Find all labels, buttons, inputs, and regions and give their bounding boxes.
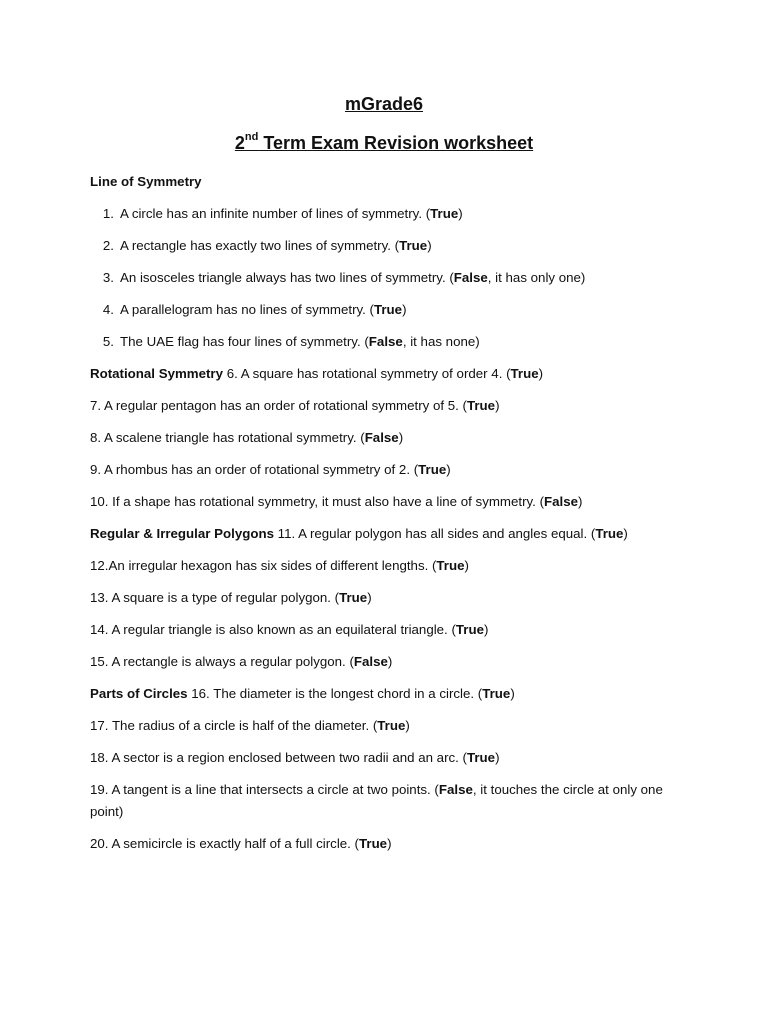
item-answer: True [399, 238, 428, 253]
list-item [90, 779, 665, 823]
item-tail: ) [387, 654, 393, 669]
item-tail: ) [464, 558, 469, 573]
page-subtitle [0, 133, 768, 154]
list-item [69, 267, 659, 289]
item-text: 14. A regular triangle is also known as an equilateral triangle. ( [90, 622, 456, 637]
list-item [69, 299, 659, 321]
list-item [90, 491, 680, 513]
section-heading: Rotational Symmetry [90, 366, 224, 381]
subtitle-rest: Term Exam Revision worksheet [258, 133, 534, 153]
item-text: 13. A square is a type of regular polygon. ( [90, 590, 340, 605]
item-number: 2. [102, 238, 114, 253]
item-text: A parallelogram has no lines of symmetry. ( [120, 302, 374, 317]
list-item [90, 747, 680, 769]
item-tail: ) [405, 718, 410, 733]
list-item [90, 395, 680, 417]
item-tail: ) [495, 398, 500, 413]
page-title: mGrade6 [344, 94, 424, 114]
item-tail: ) [446, 462, 451, 477]
list-item [90, 555, 680, 577]
item-number: 3. [102, 270, 114, 285]
list-item [90, 523, 680, 545]
list-item [90, 683, 680, 705]
item-tail: , it has none) [402, 334, 480, 349]
item-answer: True [482, 686, 511, 701]
item-answer: True [339, 590, 368, 605]
item-answer: False [453, 270, 488, 285]
list-item [69, 203, 659, 225]
item-tail: , it has only one) [487, 270, 586, 285]
item-answer: True [436, 558, 465, 573]
list-item [69, 235, 659, 257]
item-tail: ) [538, 366, 544, 381]
item-tail: ) [510, 686, 515, 701]
item-answer: True [455, 622, 484, 637]
item-tail: ) [427, 238, 432, 253]
item-text: 10. If a shape has rotational symmetry, it must also have a line of symmetry. ( [90, 494, 544, 509]
item-tail: ) [483, 622, 489, 637]
item-tail: ) [495, 750, 500, 765]
item-answer: True [510, 366, 539, 381]
item-tail: ) [458, 206, 463, 221]
item-answer: False [364, 430, 399, 445]
section-heading: Regular & Irregular Polygons [90, 526, 274, 541]
item-tail: ) [578, 494, 583, 509]
item-answer: True [430, 206, 459, 221]
item-text: 6. A square has rotational symmetry of order 4. ( [223, 366, 511, 381]
item-text: 16. The diameter is the longest chord in a circle. ( [187, 686, 483, 701]
list-item [90, 651, 680, 673]
item-answer: True [418, 462, 447, 477]
item-number: 5. [102, 334, 114, 349]
subtitle-superscript: nd [244, 131, 259, 143]
item-text: 11. A regular polygon has all sides and angles equal. ( [273, 526, 596, 541]
item-answer: False [544, 494, 579, 509]
item-tail: ) [367, 590, 372, 605]
item-tail: ) [402, 302, 407, 317]
item-text: 19. A tangent is a line that intersects a circle at two points. ( [90, 782, 439, 797]
list-item [90, 619, 680, 641]
item-tail: ) [398, 430, 404, 445]
item-answer: False [438, 782, 473, 797]
item-text: 15. A rectangle is always a regular polygon. ( [90, 654, 354, 669]
item-answer: True [373, 302, 403, 317]
item-text: 7. A regular pentagon has an order of rotational symmetry of 5. ( [90, 398, 467, 413]
item-text: An isosceles triangle always has two lines of symmetry. ( [120, 270, 454, 285]
item-text: The UAE flag has four lines of symmetry. ( [120, 334, 369, 349]
list-item [90, 363, 680, 385]
list-item [69, 331, 659, 353]
section-heading: Line of Symmetry [90, 174, 202, 189]
item-answer: True [466, 398, 496, 413]
item-text: A rectangle has exactly two lines of symmetry. ( [120, 238, 400, 253]
section-heading-line-of-symmetry [90, 171, 680, 193]
item-tail: ) [623, 526, 628, 541]
item-answer: False [368, 334, 403, 349]
item-text: 12.An irregular hexagon has six sides of different lengths. ( [90, 558, 437, 573]
section-heading: Parts of Circles [90, 686, 188, 701]
item-text: A circle has an infinite number of lines of symmetry. ( [120, 206, 431, 221]
list-item [90, 459, 680, 481]
item-text: 20. A semicircle is exactly half of a full circle. ( [90, 836, 359, 851]
item-text: 8. A scalene triangle has rotational symmetry. ( [90, 430, 365, 445]
list-item [90, 587, 680, 609]
subtitle-number: 2 [234, 133, 245, 153]
item-answer: True [377, 718, 406, 733]
list-item [90, 427, 680, 449]
item-answer: True [595, 526, 624, 541]
list-item [90, 715, 680, 737]
item-tail: ) [387, 836, 392, 851]
item-number: 1. [102, 206, 114, 221]
item-answer: True [359, 836, 388, 851]
item-text: 17. The radius of a circle is half of the diameter. ( [90, 718, 378, 733]
item-text: 9. A rhombus has an order of rotational symmetry of 2. ( [90, 462, 419, 477]
item-text: 18. A sector is a region enclosed between two radii and an arc. ( [90, 750, 467, 765]
item-number: 4. [102, 302, 114, 317]
item-answer: True [466, 750, 496, 765]
list-item [90, 833, 680, 855]
item-tail: , it touches the circle at only one point) [90, 782, 663, 819]
item-answer: False [353, 654, 388, 669]
